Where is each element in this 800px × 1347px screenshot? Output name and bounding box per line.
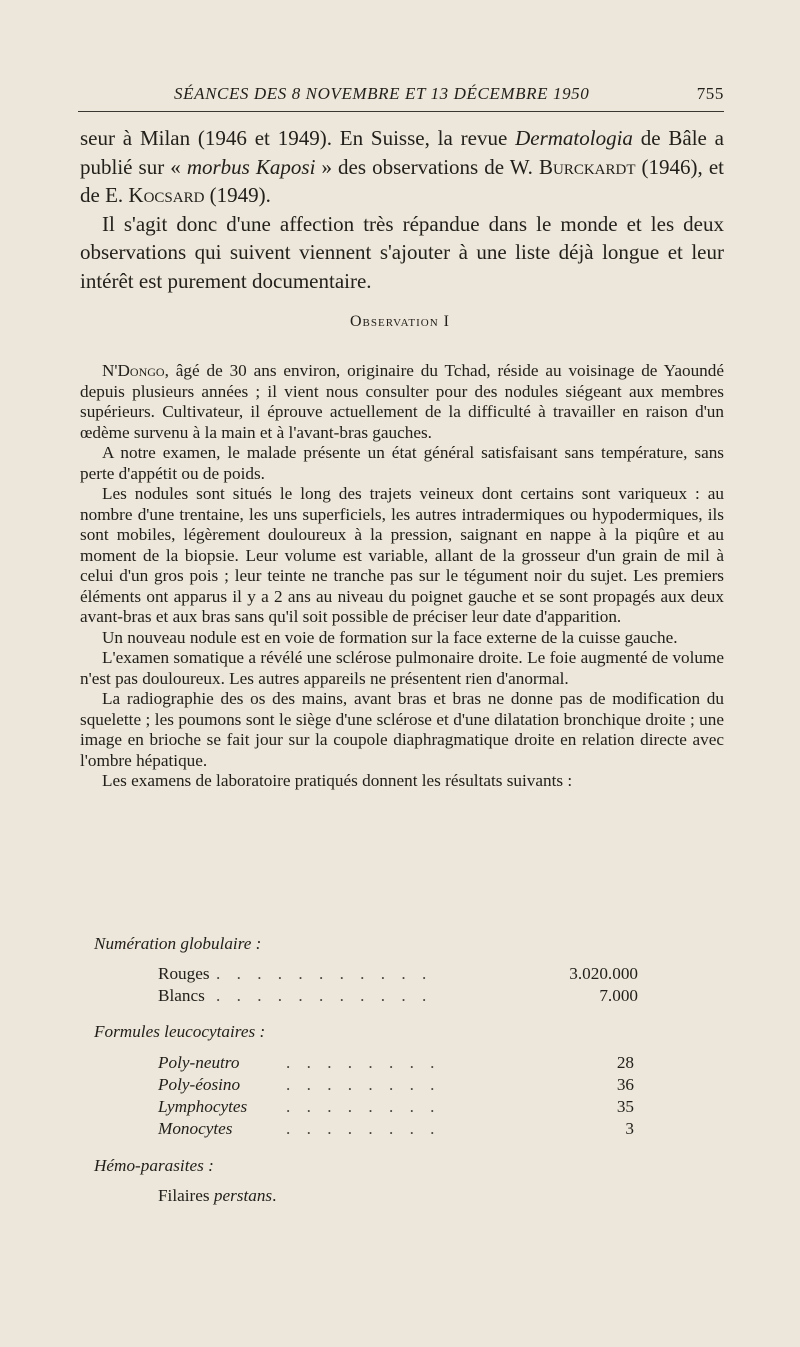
author-name: Kocsard: [128, 183, 205, 207]
result-value: 28: [616, 1053, 634, 1072]
hemo-parasites-heading: Hémo-parasites :: [94, 1156, 214, 1175]
observation-paragraph: L'examen somatique a révélé une sclérose pulmonaire droite. Le foie augmenté de volume n'est pas douloureux. Les autres appareils ne présentent rien d'anormal.: [80, 648, 724, 688]
result-row: [158, 1119, 634, 1139]
running-header: [78, 84, 724, 112]
leader-dots: . . . . . . . .: [286, 1053, 441, 1072]
result-row: [158, 1075, 634, 1095]
intro-text-run: » des observations de W.: [315, 154, 539, 179]
filaires-end: .: [272, 1186, 277, 1205]
filaires-label: Filaires: [158, 1186, 214, 1205]
intro-text-run: de Bâle a publié sur «: [80, 126, 724, 179]
journal-name: Dermatologia: [515, 126, 633, 150]
filaires-species: perstans: [213, 1186, 273, 1205]
observation-title: Observation I: [349, 313, 451, 330]
patient-name: N'Dongo: [102, 361, 165, 380]
result-value: 3: [625, 1119, 634, 1138]
result-label: Blancs: [158, 986, 205, 1005]
result-label: Monocytes: [158, 1119, 233, 1138]
filaires-line: [158, 1186, 276, 1207]
leader-dots: . . . . . . . .: [286, 1119, 441, 1138]
leader-dots: . . . . . . . .: [286, 1075, 441, 1094]
observation-body: [80, 361, 724, 792]
numeration-heading: Numération globulaire :: [94, 934, 262, 953]
intro-text-run: seur à Milan (1946 et 1949). En Suisse, la revue: [80, 126, 516, 150]
observation-paragraph: A notre examen, le malade présente un état général satisfaisant sans température, sans perte d'appétit ou de poids.: [80, 443, 724, 483]
result-value: 36: [616, 1075, 634, 1094]
result-row: [158, 1097, 634, 1117]
observation-paragraph: [80, 361, 724, 443]
leader-dots: . . . . . . . . . . .: [216, 964, 433, 983]
observation-text-run: , âgé de 30 ans environ, originaire du Tchad, réside au voisinage de Yaoundé depuis plusieurs années ; il vient nous consulter pour des nodules siégeant aux membres supérieurs. Cultivateur, il éprouve actuellement de la difficulté à travailler en raison d'un œdème survenu à la main et à l'avant-bras gauches.: [80, 361, 724, 442]
result-row: [158, 986, 638, 1006]
result-row: [158, 964, 638, 984]
leader-dots: . . . . . . . .: [286, 1097, 441, 1116]
observation-paragraph: Les examens de laboratoire pratiqués donnent les résultats suivants :: [102, 771, 573, 790]
intro-text: [80, 124, 724, 295]
result-label: Rouges: [158, 964, 210, 983]
intro-text-run: (1946), et de E.: [80, 154, 725, 207]
observation-paragraph: Les nodules sont situés le long des trajets veineux dont certains sont variqueux : au nombre d'une trentaine, les uns superficiels, les autres intradermiques ou hypodermiques, ils sont mobiles, légèrement douloureux à la pression, saignant en nappe à la piqûre et au moment de la biopsie. Leur volume est variable, allant de la grosseur d'un grain de mil à celui d'un gros pois ; leur teinte ne tranche pas sur le tégument noir du sujet. Les premiers éléments ont apparus il y a 2 ans au niveau du poignet gauche et se sont propagés aux deux avant-bras et aux bras sans qu'il soit possible de préciser leur date d'apparition.: [80, 484, 724, 626]
intro-paragraph-2: Il s'agit donc d'une affection très répandue dans le monde et les deux observations qui suivent viennent s'ajouter à une liste déjà longue et leur intérêt est purement documentaire.: [80, 211, 724, 293]
leader-dots: . . . . . . . . . . .: [216, 986, 433, 1005]
disease-name: morbus Kaposi: [186, 154, 316, 179]
intro-paragraph-1: [80, 124, 724, 210]
result-value: 7.000: [595, 986, 638, 1007]
page-number: 755: [696, 84, 724, 103]
running-title: SÉANCES DES 8 NOVEMBRE ET 13 DÉCEMBRE 1950: [174, 84, 590, 103]
observation-paragraph: Un nouveau nodule est en voie de formation sur la face externe de la cuisse gauche.: [102, 627, 678, 647]
result-value: 3.020.000: [565, 964, 638, 985]
result-label: Lymphocytes: [158, 1097, 248, 1116]
observation-paragraph: La radiographie des os des mains, avant bras et bras ne donne pas de modification du squelette ; les poumons sont le siège d'une sclérose et d'une dilatation bronchique droite ; une image en brioche se fait jour sur la coupole diaphragmatique droite en relation directe avec l'ombre hépatique.: [80, 689, 724, 770]
result-label: Poly-neutro: [158, 1053, 240, 1072]
result-row: [158, 1053, 634, 1073]
result-value: 35: [616, 1097, 634, 1116]
author-name: Burckardt: [538, 154, 636, 179]
intro-text-run: (1949).: [204, 183, 271, 207]
formules-heading: Formules leucocytaires :: [94, 1022, 266, 1041]
result-label: Poly-éosino: [158, 1075, 241, 1094]
